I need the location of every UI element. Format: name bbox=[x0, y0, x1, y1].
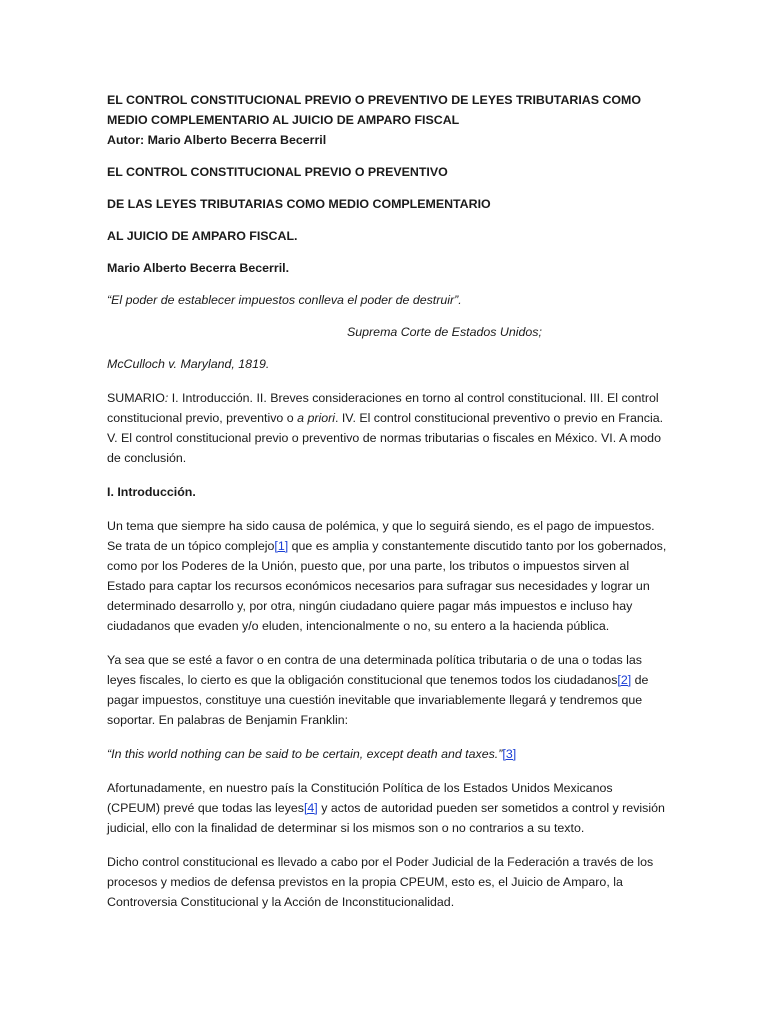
paragraph-2-text-b: de pagar impuestos, constituye una cuestión inevitable que invariablemente llegará y tendremos que soportar. En palabras de Benjamin Franklin: bbox=[107, 673, 649, 727]
epigraph-source: Suprema Corte de Estados Unidos; bbox=[347, 325, 542, 339]
franklin-quote bbox=[107, 744, 667, 764]
franklin-quote-text: “In this world nothing can be said to be certain, except death and taxes.” bbox=[107, 747, 503, 761]
section-heading-introduccion: I. Introducción. bbox=[107, 485, 196, 499]
paragraph-2 bbox=[107, 650, 667, 730]
paragraph-3 bbox=[107, 778, 667, 838]
epigraph-case: McCulloch v. Maryland, 1819. bbox=[107, 357, 270, 371]
paragraph-1-text-a: Un tema que siempre ha sido causa de polémica, y que lo seguirá siendo, es el pago de impuestos. Se trata de un tópico complejo bbox=[107, 519, 655, 553]
footnote-link-4[interactable]: [4] bbox=[303, 801, 318, 815]
document-page bbox=[107, 90, 667, 912]
paragraph-1 bbox=[107, 516, 667, 636]
paragraph-1-text-b: que es amplia y constantemente discutido tanto por los gobernados, como por los Poderes de la Unión, puesto que, por una parte, los tributos o impuestos sirven al Estado para captar los recursos económicos necesarios para sufragar sus necesidades y lograr un determinado desarrollo y, por otra, ningún ciudadano quiere pagar más impuestos e incluso hay ciudadanos que evaden y/o eluden, intencionalmente o no, su entero a la hacienda pública. bbox=[107, 539, 667, 633]
title-line-1: EL CONTROL CONSTITUCIONAL PREVIO O PREVENTIVO bbox=[107, 165, 448, 179]
paragraph-4: Dicho control constitucional es llevado a cabo por el Poder Judicial de la Federación a través de los procesos y medios de defensa previstos en la propia CPEUM, esto es, el Juicio de Amparo, la Controversia Constitucional y la Acción de Inconstitucionalidad. bbox=[107, 855, 654, 909]
author-name: Mario Alberto Becerra Becerril. bbox=[107, 261, 290, 275]
summary-a-priori: a priori bbox=[297, 411, 335, 425]
summary-paragraph bbox=[107, 388, 667, 468]
summary-label: SUMARIO bbox=[107, 391, 165, 405]
summary-colon: : bbox=[164, 391, 169, 405]
epigraph: “El poder de establecer impuestos conlleva el poder de destruir”. bbox=[107, 293, 462, 307]
summary-text-a: I. Introducción. II. Breves consideraciones en torno al control constitucional. III. El control constitucional previo, preventivo o bbox=[107, 391, 659, 425]
summary-text-b: . IV. El control constitucional preventivo o previo en Francia. V. El control constitucional previo o preventivo de normas tributarias o fiscales en México. VI. A modo de conclusión. bbox=[107, 411, 664, 465]
paragraph-3-text-a: Afortunadamente, en nuestro país la Constitución Política de los Estados Unidos Mexicanos (CPEUM) prevé que todas las leyes bbox=[107, 781, 613, 815]
title-line-2: DE LAS LEYES TRIBUTARIAS COMO MEDIO COMPLEMENTARIO bbox=[107, 197, 491, 211]
footnote-link-1[interactable]: [1] bbox=[274, 539, 289, 553]
paragraph-2-text-a: Ya sea que se esté a favor o en contra de una determinada política tributaria o de una o todas las leyes fiscales, lo cierto es que la obligación constitucional que tenemos todos los ciudadanos bbox=[107, 653, 642, 687]
footnote-link-3[interactable]: [3] bbox=[502, 747, 517, 761]
title-line-3: AL JUICIO DE AMPARO FISCAL. bbox=[107, 229, 298, 243]
header-title: EL CONTROL CONSTITUCIONAL PREVIO O PREVENTIVO DE LEYES TRIBUTARIAS COMO MEDIO COMPLEMENTARIO AL JUICIO DE AMPARO FISCAL bbox=[107, 93, 641, 127]
paragraph-3-text-b: y actos de autoridad pueden ser sometidos a control y revisión judicial, ello con la finalidad de determinar si los mismos son o no contrarios a su texto. bbox=[107, 801, 665, 835]
footnote-link-2[interactable]: [2] bbox=[617, 673, 632, 687]
header-author: Autor: Mario Alberto Becerra Becerril bbox=[107, 133, 327, 147]
